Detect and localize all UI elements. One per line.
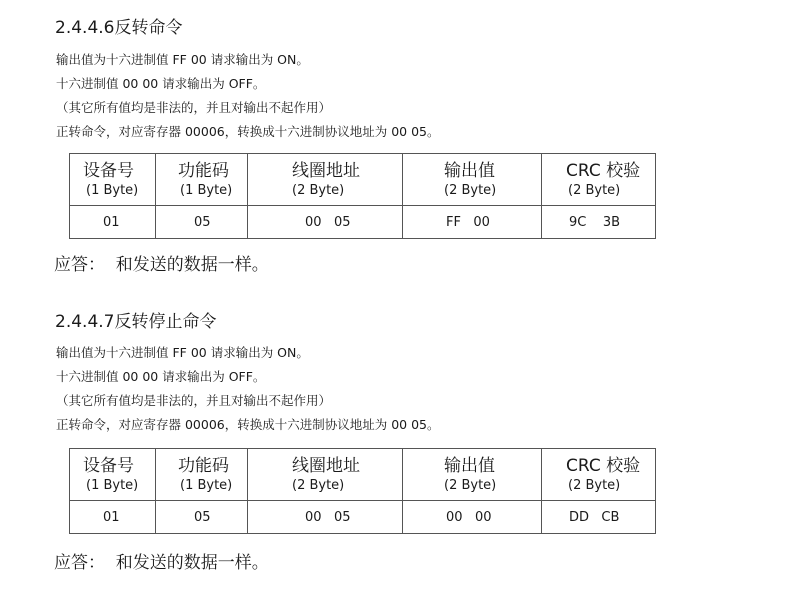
command-table bbox=[69, 448, 656, 534]
header-name: 输出值 bbox=[444, 456, 495, 476]
header-cell bbox=[70, 449, 156, 501]
answer-line: 应答： 和发送的数据一样。 bbox=[54, 255, 269, 275]
header-cell bbox=[403, 154, 542, 206]
header-name: 设备号 bbox=[83, 456, 134, 476]
table-row bbox=[70, 206, 656, 239]
header-name: 线圈地址 bbox=[292, 161, 360, 181]
value-cell bbox=[403, 206, 542, 239]
body-line: 输出值为十六进制值 FF 00 请求输出为 ON。 bbox=[56, 345, 309, 360]
body-line: 正转命令，对应寄存器 00006，转换成十六进制协议地址为 00 05。 bbox=[56, 124, 440, 139]
header-size: (2 Byte) bbox=[292, 183, 345, 198]
coil-address-value: 00 05 bbox=[305, 509, 351, 525]
body-line: 输出值为十六进制值 FF 00 请求输出为 ON。 bbox=[56, 52, 309, 67]
value-cell bbox=[248, 206, 403, 239]
output-value: FF 00 bbox=[446, 214, 490, 230]
table-header-row bbox=[70, 449, 656, 501]
header-name: 功能码 bbox=[178, 161, 229, 181]
header-cell bbox=[156, 154, 248, 206]
body-line: （其它所有值均是非法的，并且对输出不起作用） bbox=[56, 100, 332, 115]
command-table bbox=[69, 153, 656, 239]
header-name: 输出值 bbox=[444, 161, 495, 181]
header-size: (2 Byte) bbox=[292, 478, 345, 493]
table-header-row bbox=[70, 154, 656, 206]
header-cell bbox=[542, 449, 656, 501]
value-cell bbox=[542, 501, 656, 534]
body-line: 正转命令，对应寄存器 00006，转换成十六进制协议地址为 00 05。 bbox=[56, 417, 440, 432]
header-cell bbox=[542, 154, 656, 206]
device-id-value: 01 bbox=[103, 509, 120, 525]
header-cell bbox=[248, 154, 403, 206]
section-heading: 2.4.4.6反转命令 bbox=[55, 18, 183, 38]
body-line: 十六进制值 00 00 请求输出为 OFF。 bbox=[56, 76, 266, 91]
function-code-value: 05 bbox=[194, 509, 211, 525]
header-cell bbox=[70, 154, 156, 206]
header-cell bbox=[248, 449, 403, 501]
header-size: (2 Byte) bbox=[568, 478, 621, 493]
header-size: (2 Byte) bbox=[444, 183, 497, 198]
table-row bbox=[70, 501, 656, 534]
header-size: (1 Byte) bbox=[180, 183, 233, 198]
header-size: (1 Byte) bbox=[180, 478, 233, 493]
coil-address-value: 00 05 bbox=[305, 214, 351, 230]
value-cell bbox=[156, 206, 248, 239]
header-size: (1 Byte) bbox=[86, 478, 139, 493]
section-heading: 2.4.4.7反转停止命令 bbox=[55, 312, 217, 332]
device-id-value: 01 bbox=[103, 214, 120, 230]
value-cell bbox=[248, 501, 403, 534]
header-name: 功能码 bbox=[178, 456, 229, 476]
body-line: 十六进制值 00 00 请求输出为 OFF。 bbox=[56, 369, 266, 384]
header-name: CRC 校验 bbox=[566, 161, 641, 181]
header-name: CRC 校验 bbox=[566, 456, 641, 476]
crc-value: DD CB bbox=[569, 509, 620, 525]
header-size: (2 Byte) bbox=[568, 183, 621, 198]
header-size: (2 Byte) bbox=[444, 478, 497, 493]
header-cell bbox=[403, 449, 542, 501]
body-line: （其它所有值均是非法的，并且对输出不起作用） bbox=[56, 393, 332, 408]
crc-value: 9C 3B bbox=[569, 214, 621, 230]
function-code-value: 05 bbox=[194, 214, 211, 230]
value-cell bbox=[542, 206, 656, 239]
answer-line: 应答： 和发送的数据一样。 bbox=[54, 553, 269, 573]
value-cell bbox=[156, 501, 248, 534]
output-value: 00 00 bbox=[446, 509, 492, 525]
value-cell bbox=[70, 206, 156, 239]
value-cell bbox=[70, 501, 156, 534]
value-cell bbox=[403, 501, 542, 534]
header-cell bbox=[156, 449, 248, 501]
header-name: 设备号 bbox=[83, 161, 134, 181]
header-name: 线圈地址 bbox=[292, 456, 360, 476]
header-size: (1 Byte) bbox=[86, 183, 139, 198]
